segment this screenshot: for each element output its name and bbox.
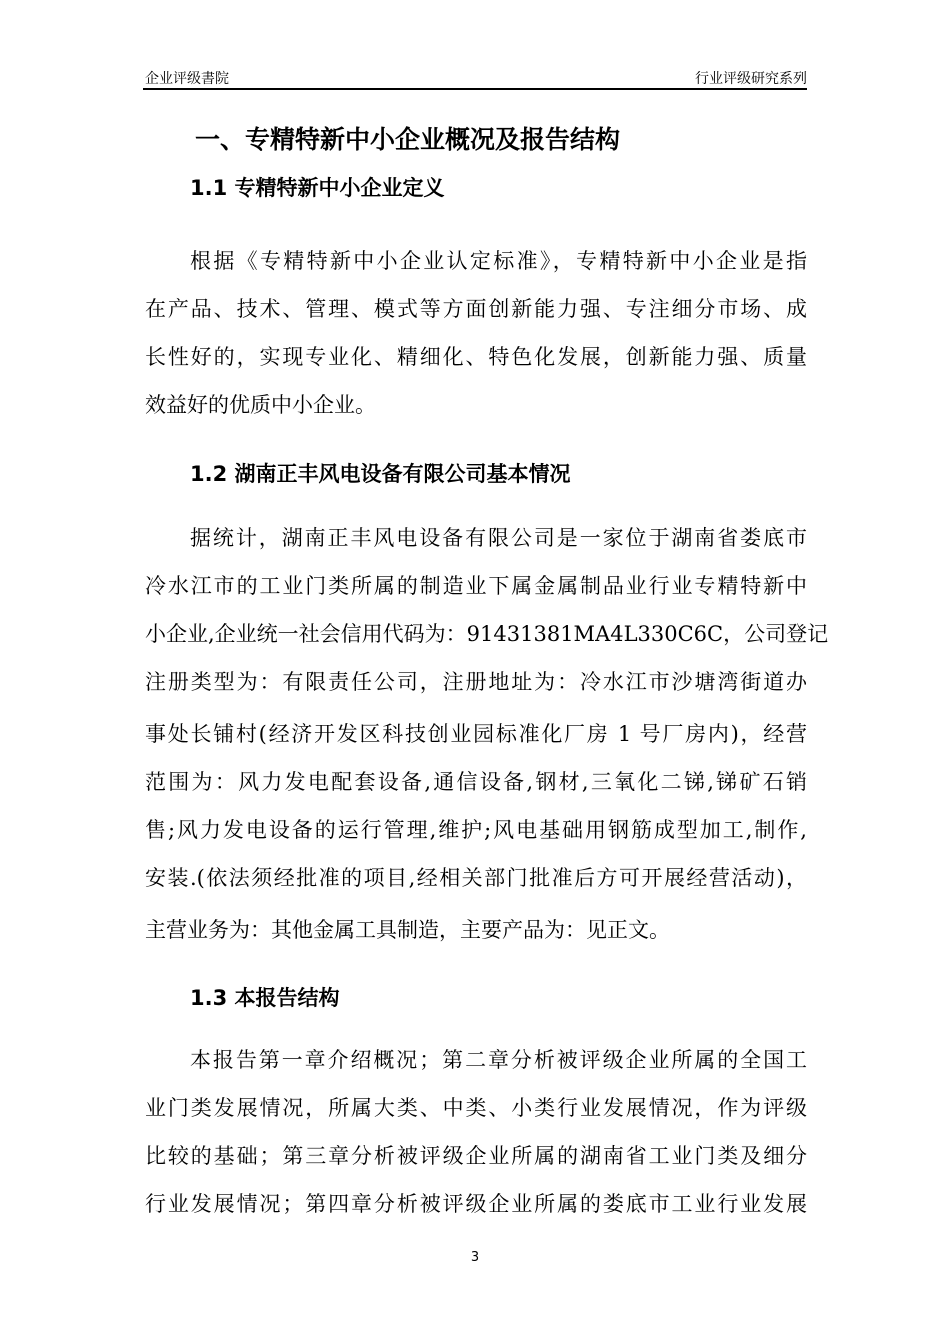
paragraph-line: 安装.(依法须经批准的项目,经相关部门批准后方可开展经营活动)， [145,866,807,890]
paragraph-line: 冷水江市的工业门类所属的制造业下属金属制品业行业专精特新中 [145,574,807,598]
header-left: 企业评级書院 [145,71,229,87]
paragraph-line: 比较的基础；第三章分析被评级企业所属的湖南省工业门类及细分 [145,1144,807,1168]
paragraph-line: 主营业务为：其他金属工具制造，主要产品为：见正文。 [145,918,670,942]
header-divider [143,88,807,90]
paragraph-line: 行业发展情况；第四章分析被评级企业所属的娄底市工业行业发展 [145,1192,807,1216]
chapter-title: 一、专精特新中小企业概况及报告结构 [195,125,621,154]
paragraph-line: 长性好的，实现专业化、精细化、特色化发展，创新能力强、质量 [145,345,807,369]
paragraph-line: 小企业,企业统一社会信用代码为：91431381MA4L330C6C，公司登记 [145,622,829,646]
section-heading: 1.2 湖南正丰风电设备有限公司基本情况 [190,462,571,486]
paragraph-line: 本报告第一章介绍概况；第二章分析被评级企业所属的全国工 [190,1048,807,1072]
section-heading: 1.1 专精特新中小企业定义 [190,176,445,200]
paragraph-line: 注册类型为：有限责任公司，注册地址为：冷水江市沙塘湾街道办 [145,670,807,694]
paragraph-line: 范围为：风力发电配套设备,通信设备,钢材,三氧化二锑,锑矿石销 [145,770,807,794]
header-right: 行业评级研究系列 [695,71,807,87]
paragraph-line: 事处长铺村(经济开发区科技创业园标准化厂房 1 号厂房内)，经营 [145,722,807,746]
paragraph-line: 效益好的优质中小企业。 [145,393,376,417]
paragraph-line: 据统计，湖南正丰风电设备有限公司是一家位于湖南省娄底市 [190,526,807,550]
section-heading: 1.3 本报告结构 [190,986,340,1010]
paragraph-line: 业门类发展情况，所属大类、中类、小类行业发展情况，作为评级 [145,1096,807,1120]
paragraph-line: 售;风力发电设备的运行管理,维护;风电基础用钢筋成型加工,制作, [145,818,807,842]
page-number: 3 [470,1250,480,1265]
paragraph-line: 在产品、技术、管理、模式等方面创新能力强、专注细分市场、成 [145,297,807,321]
paragraph-line: 根据《专精特新中小企业认定标准》，专精特新中小企业是指 [190,249,807,273]
